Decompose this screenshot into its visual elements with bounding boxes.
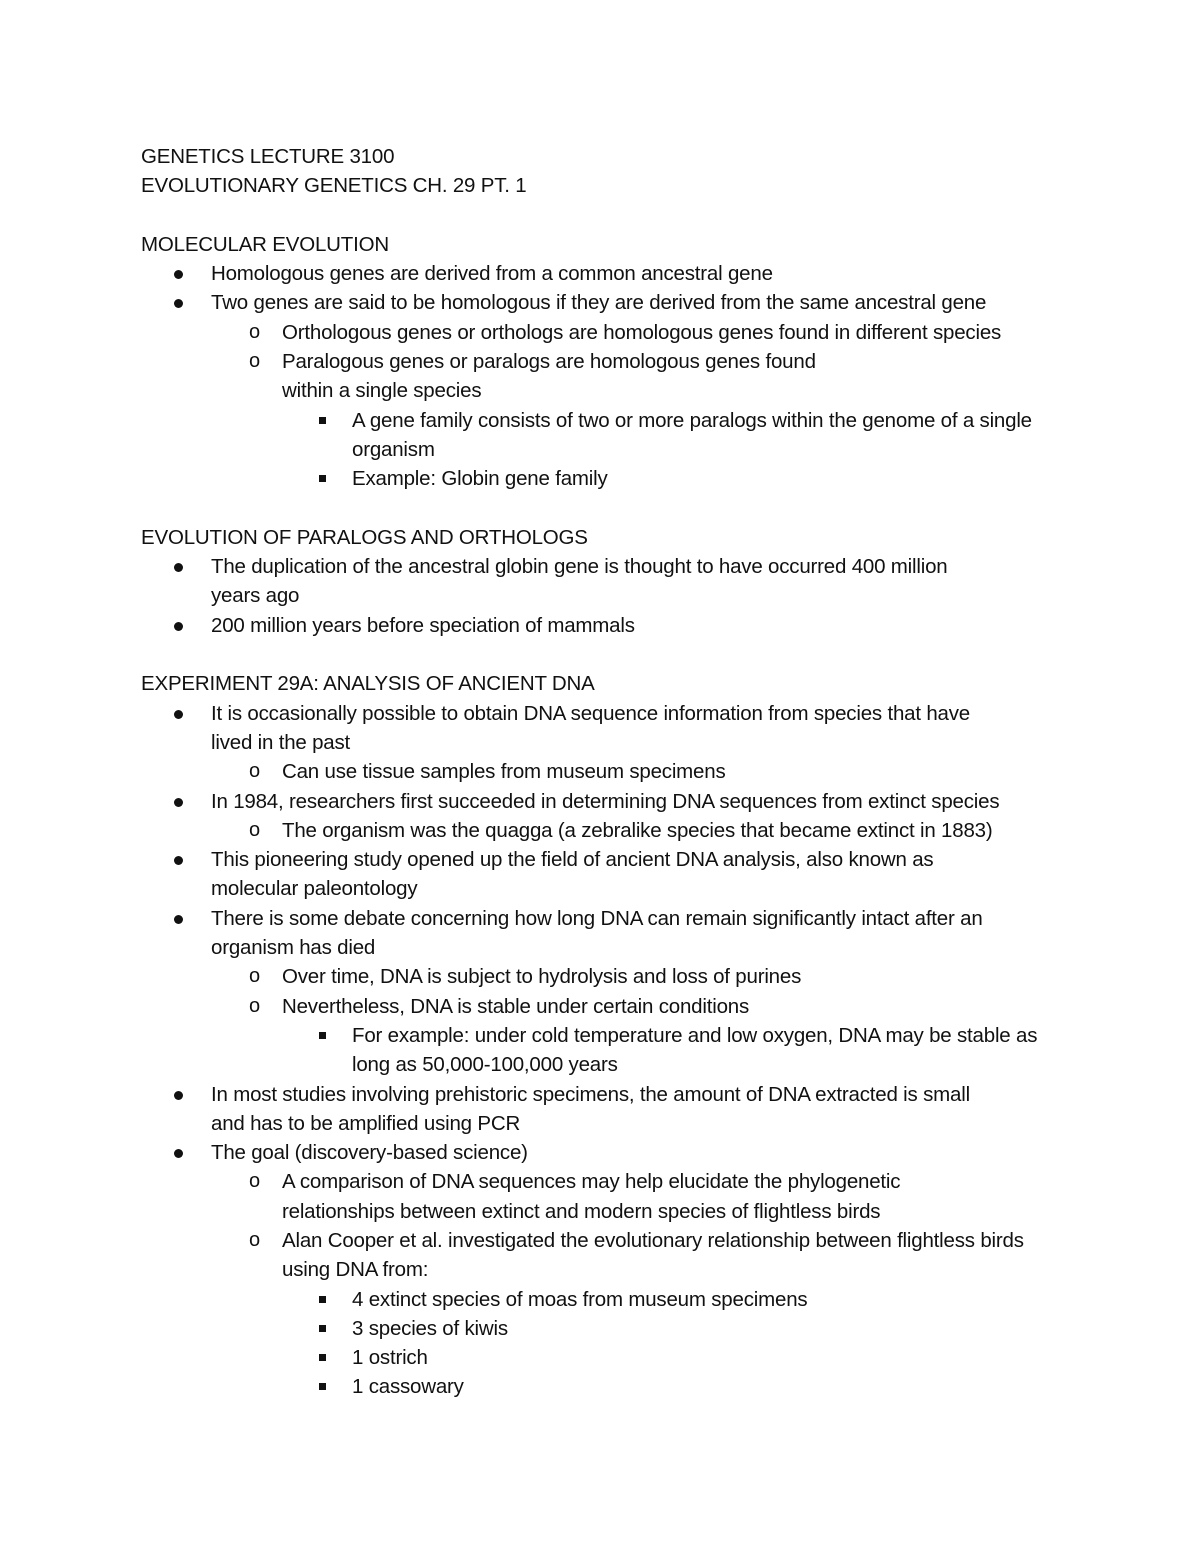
bullet-icon xyxy=(174,710,183,719)
list-item: Two genes are said to be homologous if they are derived from the same ancestral gene xyxy=(141,288,1081,317)
list-item: This pioneering study opened up the field of ancient DNA analysis, also known as molecular paleontology xyxy=(141,845,971,904)
circle-bullet-icon: o xyxy=(249,760,260,783)
bullet-icon xyxy=(174,915,183,924)
list-item: o Over time, DNA is subject to hydrolysis and loss of purines xyxy=(141,962,1081,991)
circle-bullet-icon: o xyxy=(249,1170,260,1193)
section-heading-molecular-evolution: MOLECULAR EVOLUTION xyxy=(141,232,389,256)
bullet-icon xyxy=(174,1091,183,1100)
list-item: 4 extinct species of moas from museum specimens xyxy=(141,1285,1081,1314)
list-item: In 1984, researchers first succeeded in determining DNA sequences from extinct species xyxy=(141,787,1081,816)
list-item: Example: Globin gene family xyxy=(141,464,1081,493)
spacer xyxy=(141,494,1081,523)
list-item: For example: under cold temperature and low oxygen, DNA may be stable as long as 50,000-100,000 years xyxy=(141,1021,1062,1080)
list-item: o A comparison of DNA sequences may help elucidate the phylogenetic relationships between extinct and modern species of flightless birds xyxy=(141,1167,962,1226)
list-item: o Can use tissue samples from museum specimens xyxy=(141,757,1081,786)
list-item: It is occasionally possible to obtain DNA sequence information from species that have lived in the past xyxy=(141,699,971,758)
circle-bullet-icon: o xyxy=(249,994,260,1017)
circle-bullet-icon: o xyxy=(249,965,260,988)
square-bullet-icon xyxy=(319,1383,326,1390)
list-item: Homologous genes are derived from a common ancestral gene xyxy=(141,259,1081,288)
list-item: o Orthologous genes or orthologs are homologous genes found in different species xyxy=(141,318,1081,347)
square-bullet-icon xyxy=(319,1354,326,1361)
square-bullet-icon xyxy=(319,1032,326,1039)
square-bullet-icon xyxy=(319,1296,326,1303)
list-item: The goal (discovery-based science) xyxy=(141,1138,1081,1167)
square-bullet-icon xyxy=(319,475,326,482)
list-item: 1 ostrich xyxy=(141,1343,1081,1372)
circle-bullet-icon: o xyxy=(249,818,260,841)
section-heading-experiment-29a: EXPERIMENT 29A: ANALYSIS OF ANCIENT DNA xyxy=(141,672,595,696)
bullet-icon xyxy=(174,563,183,572)
list-item: 1 cassowary xyxy=(141,1372,1081,1401)
circle-bullet-icon: o xyxy=(249,1228,260,1251)
square-bullet-icon xyxy=(319,1325,326,1332)
paralogs-orthologs-list xyxy=(141,552,1081,640)
bullet-icon xyxy=(174,856,183,865)
list-item: A gene family consists of two or more paralogs within the genome of a single organism xyxy=(141,406,1032,465)
bullet-icon xyxy=(174,270,183,279)
list-item: In most studies involving prehistoric specimens, the amount of DNA extracted is small and has to be amplified using PCR xyxy=(141,1080,971,1139)
lecture-notes xyxy=(141,142,1081,1402)
list-item: o Paralogous genes or paralogs are homologous genes found within a single species xyxy=(141,347,842,406)
list-item: o The organism was the quagga (a zebralike species that became extinct in 1883) xyxy=(141,816,1081,845)
list-item: o Nevertheless, DNA is stable under certain conditions xyxy=(141,992,1081,1021)
experiment-list xyxy=(141,699,1081,1402)
circle-bullet-icon: o xyxy=(249,320,260,343)
molecular-evolution-list xyxy=(141,259,1081,493)
section-heading-paralogs-orthologs: EVOLUTION OF PARALOGS AND ORTHOLOGS xyxy=(141,525,588,549)
bullet-icon xyxy=(174,622,183,631)
list-item: 200 million years before speciation of mammals xyxy=(141,611,1081,640)
lecture-subtitle: EVOLUTIONARY GENETICS CH. 29 PT. 1 xyxy=(141,174,527,198)
list-item: 3 species of kiwis xyxy=(141,1314,1081,1343)
circle-bullet-icon: o xyxy=(249,350,260,373)
list-item: The duplication of the ancestral globin gene is thought to have occurred 400 million years ago xyxy=(141,552,951,611)
spacer xyxy=(141,201,1081,230)
bullet-icon xyxy=(174,1149,183,1158)
bullet-icon xyxy=(174,299,183,308)
bullet-icon xyxy=(174,798,183,807)
list-item: There is some debate concerning how long DNA can remain significantly intact after an organism has died xyxy=(141,904,991,963)
square-bullet-icon xyxy=(319,417,326,424)
lecture-title: GENETICS LECTURE 3100 xyxy=(141,145,395,168)
spacer xyxy=(141,640,1081,669)
list-item: o Alan Cooper et al. investigated the evolutionary relationship between flightless birds using DNA from: xyxy=(141,1226,1042,1285)
